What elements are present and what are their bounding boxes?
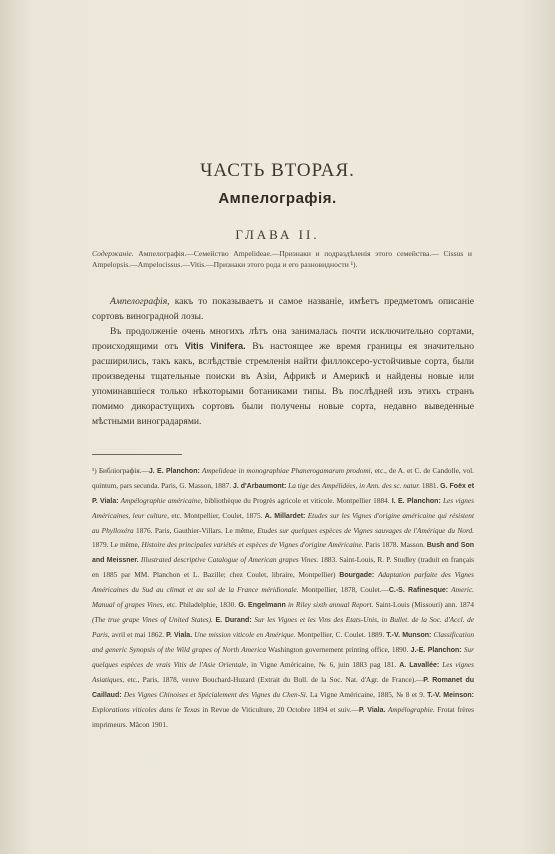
paragraph-2-text-a: Въ продолженіе очень многихъ лѣтъ она занималась почти исключительно сортами, происходящими отъ bbox=[92, 326, 474, 352]
footnote-work: Ampelideae in monographiae Phanerogamarum prodomi bbox=[199, 466, 371, 475]
footnote-author: E. Durand: bbox=[215, 617, 252, 624]
footnote-work: Etudes sur quelques espèces de Vignes sauvages de l'Amérique du Nord. bbox=[257, 526, 474, 535]
footnote-work: Americ. Manual of grapes Vines, bbox=[92, 585, 475, 609]
body-text bbox=[92, 294, 474, 429]
footnote-text: Frotat frères imprimeurs. Mâcon 1901. bbox=[92, 705, 474, 729]
footnote-work: Explorations viticoles dans le Texas bbox=[92, 705, 200, 714]
footnote-text: 1883. Saint-Louis, R. P. Studley (traduit en français en 1885 par MM. Planchon et L. Bazille; chez Coulet, libraire, Montpellier) bbox=[92, 555, 475, 579]
footnote-text: Saint-Louis (Missouri) ann. 1874 bbox=[373, 600, 474, 609]
footnote-work: Les vignes Asiatiques, bbox=[92, 660, 474, 684]
footnote-work: Sur quelques espèces de vrais Vitis de l'Asie Orientale, bbox=[92, 645, 475, 669]
footnote-text: Paris 1878. Masson. bbox=[363, 540, 427, 549]
section-title: Ампелографія. bbox=[218, 190, 337, 207]
footnote-divider bbox=[92, 454, 182, 455]
footnote-text: in Revue de Viticulture, 20 Octobre 1894 et suiv.— bbox=[199, 705, 359, 714]
footnote-text: Washington governement printing office, 1890. bbox=[266, 645, 411, 654]
footnote-work: Classification and generic Synopsis of the Wild grapes of North America bbox=[92, 630, 475, 654]
footnote-work: La tige des Ampélidées, in Ann. des sc. natur. bbox=[286, 481, 421, 490]
footnote-author: T.-V. Munson: bbox=[386, 632, 432, 639]
footnote-text: , etc., de A. et C. de Candolle, vol. quintum, pars secunda. Paris, G. Masson, 1887. bbox=[92, 466, 474, 490]
summary-text: Ампелографія.—Семейство Ampelideae.—Признаки и подраздѣленія этого семейства.— Cissus и Ampelopsis.—Ampelocissus.—Vitis.—Признаки этого рода и его разновидности ¹). bbox=[92, 249, 472, 269]
footnote-text: etc. Philadelphie, 1830. bbox=[164, 600, 239, 609]
footnote-intro: ¹) Библіографія.— bbox=[92, 466, 149, 475]
footnote-author: I. E. Planchon: bbox=[391, 498, 441, 505]
paragraph-2-text-b: Въ настоящее же время границы ея значительно расширились, такъ какъ, вслѣдствіе стремленія найти филлоксеро-устойчивые сорта, были произведены тщательные поиски въ Азіи, Африкѣ и Америкѣ и найдены новые или упоминавшіеся только нѣкоторыми ботаниками типы. Въ послѣдней изъ этихъ странъ помимо дикорастущихъ сортовъ были получены новые сорта, недавно выведенные мѣстными виноградарями. bbox=[92, 341, 474, 427]
footnote-text: Montpellier, C. Coulet. 1889. bbox=[295, 630, 387, 639]
footnote-work: (The true grape Vines of United States). bbox=[92, 615, 213, 624]
footnote-text: in Vigne Américaine, № 6, juin 1883 pag 181. bbox=[248, 660, 400, 669]
footnote-work: Les vignes Américaines, leur culture, bbox=[92, 496, 474, 520]
paragraph-2 bbox=[92, 324, 474, 429]
footnote-work: Ampélographie. bbox=[385, 705, 435, 714]
footnote-author: Bush and Son and Meissner. bbox=[92, 542, 474, 564]
footnote-work: Etudes sur les Vignes d'origine américaine qui résistent au Phylloxéra bbox=[92, 511, 474, 535]
footnote-work: Histoire des principales variétés et espèces de Vignes d'origine Américaine. bbox=[141, 540, 364, 549]
paragraph-1-term: Ампелографія, bbox=[110, 296, 170, 307]
paragraph-1-text: какъ то показываетъ и самое названіе, имѣетъ предметомъ описаніе сортовъ виноградной лозы. bbox=[92, 296, 474, 322]
chapter-title: ГЛАВА II. bbox=[235, 227, 320, 242]
footnote-text: etc. Montpellier, Coulet, 1875. bbox=[168, 511, 265, 520]
footnote-author: J. d'Arbaumont: bbox=[232, 483, 287, 490]
footnote-work: Des Vignes Chinoises et Spécialement des Vignes du Chen-Si. bbox=[121, 690, 308, 699]
part-title: ЧАСТЬ ВТОРАЯ. bbox=[200, 160, 355, 181]
paragraph-1 bbox=[92, 294, 474, 324]
footnote-text: etc., Paris, 1878, veuve Bouchard-Huzard (Extrait du Bull. de la Soc. Nat. d'Agr. de France).— bbox=[124, 675, 424, 684]
footnote-text: Montpellier, 1878, Coulet.— bbox=[298, 585, 389, 594]
footnote-work: Adaptation parfaite des Vignes Américaines du Sud au climat et au sol de la France méridionale. bbox=[92, 570, 474, 594]
footnote-work: Illustrated descriptive Catalogue of American grapes Vines. bbox=[138, 555, 319, 564]
footnote-author: A. Lavallée: bbox=[399, 662, 440, 669]
footnote-text: 1876. Paris, Gauthier-Villars. Le même, bbox=[133, 526, 258, 535]
footnote-text: avril et mai 1862. bbox=[109, 630, 167, 639]
footnote-author: J. E. Planchon: bbox=[148, 468, 200, 475]
footnote-text: La Vigne Américaine, 1885, № 8 et 9. bbox=[307, 690, 428, 699]
vitis-vinifera-term: Vitis Vinifera. bbox=[184, 341, 246, 351]
footnote-author: P. Viala. bbox=[166, 632, 193, 639]
footnote-text: 1879. Le même, bbox=[92, 540, 142, 549]
footnote-author: T.-V. Meinson: bbox=[427, 692, 474, 699]
chapter-summary bbox=[92, 248, 472, 270]
summary-label: Содержаніе. bbox=[92, 249, 134, 258]
footnote-author: G. Foëx et P. Viala: bbox=[92, 483, 475, 505]
footnote-work: in Riley sixth annual Report. bbox=[285, 600, 374, 609]
footnote-work: Sur les Vignes et les Vins des Etats-Unis, in Bullet. de la Soc. d'Accl. de Paris, bbox=[92, 615, 474, 639]
footnote-bibliography bbox=[92, 464, 474, 732]
footnote-author: P. Viala. bbox=[358, 707, 386, 714]
footnote-author: J.-E. Planchon: bbox=[410, 647, 462, 654]
footnote-author: G. Engelmann bbox=[238, 602, 286, 609]
footnote-work: Une mission viticole en Amérique. bbox=[192, 630, 296, 639]
footnote-author: Bourgade: bbox=[339, 572, 375, 579]
footnote-work: Ampélographie américaine bbox=[118, 496, 201, 505]
footnote-text: 1881. bbox=[420, 481, 441, 490]
footnote-text: , bibliothèque du Progrès agricole et viticole. Montpellier 1884. bbox=[200, 496, 392, 505]
footnote-author: A. Millardet: bbox=[264, 513, 306, 520]
footnote-author: C.-S. Rafinesque: bbox=[388, 587, 449, 594]
footnote-author: P. Romanet du Caillaud: bbox=[92, 677, 474, 699]
